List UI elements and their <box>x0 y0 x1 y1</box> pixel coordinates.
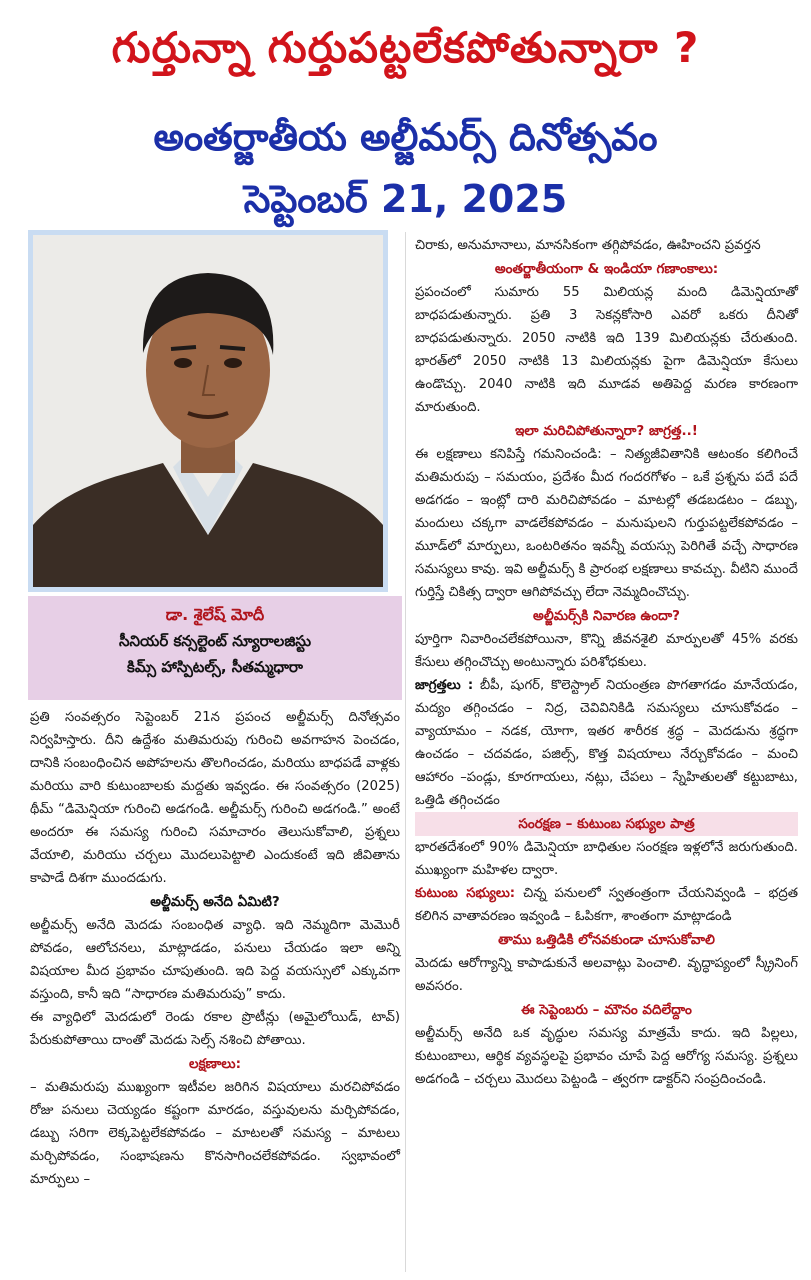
continued-paragraph: చిరాకు, అనుమానాలు, మానసికంగా తగ్గిపోవడం, ఊహించని ప్రవర్తన <box>415 238 761 253</box>
what-paragraph-1: అల్జీమర్స్ అనేది మెదడు సంబంధిత వ్యాధి. ఇది నెమ్మదిగా మెమొరీ పోవడం, ఆలోచనలు, మాట్లాడడం, పనులు చేయడం ఇలా అన్ని విషయాల మీద ప్రభావం చూపుతుంది. ఇది పెద్ద వయస్సులో ఎక్కువగా వస్తుంది, కానీ ఇది “సాధారణ మతిమరుపు” కాదు. <box>30 918 400 1002</box>
family-members-label: కుటుంబ సభ్యులు: <box>415 886 516 901</box>
precautions-paragraph <box>415 674 798 812</box>
intro-paragraph: ప్రతి సంవత్సరం సెప్టెంబర్ 21న ప్రపంచ అల్జీమర్స్ దినోత్సవం నిర్వహిస్తారు. దీని ఉద్దేశం మతిమరుపు గురించి అవగాహన పెంచడం, దానికి సంబంధించిన అపోహలను తొలగించడం, మరియు బాధపడే వాళ్లకు మరియు వారి కుటుంబాలకు మద్దతు ఇవ్వడం. ఈ సంవత్సరం (2025) థీమ్ “డిమెన్షియా గురించి అడగండి. అల్జీమర్స్ గురించి అడగండి.” అంటే అందరూ ఈ సమస్య గురించి సమాచారం తెలుసుకోవాలి, ప్రశ్నలు వేయాలి, మరియు చర్చలు మొదలుపెట్టాలి ఎందుకంటే ఇది జీవితాను కాపాడే దిశగా ముందడుగు. <box>30 710 400 886</box>
stress-paragraph: మెదడు ఆరోగ్యాన్ని కాపాడుకునే అలవాట్లు పెంచాలి. వృద్ధాప్యంలో స్క్రీనింగ్ అవసరం. <box>415 956 798 994</box>
subtitle-event: అంతర్జాతీయ అల్జీమర్స్ దినోత్సవం <box>153 115 658 159</box>
care-paragraph: ఈ లక్షణాలు కనిపిస్తే గమనించండి: – నిత్యజీవితానికి ఆటంకం కలిగించే మతిమరుపు – సమయం, ప్రదేశం మీద గందరగోళం – ఒకే ప్రశ్నను పదే పదే అడగడం – ఇంట్లో దారి మరిచిపోవడం – మాటల్లో తడబడటం – డబ్బు, మందులు చక్కగా వాడలేకపోవడం – మనుషులని గుర్తుపట్టలేకపోవడం – మూడ్‌లో మార్పులు, ఒంటరితనం ఇవన్నీ వయస్సు పెరిగితే వచ్చే సాధారణ సమస్యలు కావు. ఇవి అల్జీమర్స్ కి ప్రారంభ లక్షణాలు కావచ్చు. వీటిని ముందే గుర్తిస్తే చికిత్స ద్వారా ఆగిపోవచ్చు లేదా నెమ్మదించొచ్చు. <box>415 447 798 600</box>
what-heading: అల్జీమర్స్ అనేది ఏమిటి? <box>150 894 280 910</box>
left-column <box>30 706 400 1191</box>
stress-heading: తాము ఒత్తిడికి లోనవకుండా చూసుకోవాలి <box>498 932 715 948</box>
symptoms-paragraph: – మతిమరుపు ముఖ్యంగా ఇటీవల జరిగిన విషయాలు మరచిపోవడం రోజు పనులు చెయ్యడం కష్టంగా మారడం, వస్తువులను మర్చిపోవడం, డబ్బు సరిగా లెక్కపెట్టలేకపోవడం – మాటలతో సమస్య – మాటలు మర్చిపోవడం, సంభాషణను కొనసాగించలేకపోవడం. స్వభావంలో మార్పులు – <box>30 1080 400 1187</box>
family-role-heading: సంరక్షణ – కుటుంబ సభ్యుల పాత్ర <box>415 812 798 836</box>
stats-paragraph: ప్రపంచంలో సుమారు 55 మిలియన్ల మంది డిమెన్షియాతో బాధపడుతున్నారు. ప్రతి 3 సెకన్లకోసారి ఎవరో ఒకరు దీనితో బాధపడుతున్నారు. 2050 నాటికి ఇది 139 మిలియన్లకు చేరుతుంది. భారత్‌లో 2050 నాటికి 13 మిలియన్లకు పైగా డిమెన్షియా కేసులు ఉండొచ్చు. 2040 నాటికి ఇది మూడవ అతిపెద్ద మరణ కారణంగా మారుతుంది. <box>415 285 798 415</box>
what-paragraph-2: ఈ వ్యాధిలో మెదడులో రెండు రకాల ప్రొటీన్లు (అమైలోయిడ్, టావ్) పేరుకుపోతాయి దాంతో మెదడు సెల్స్ నశించి పోతాయి. <box>30 1010 400 1048</box>
right-column <box>415 234 798 1091</box>
family-members-paragraph <box>415 882 798 928</box>
doctor-photo-frame <box>28 230 388 592</box>
headline: గుర్తున్నా గుర్తుపట్టలేకపోతున్నారా ? <box>111 23 700 72</box>
doctor-name: డా. శైలేష్ మోదీ <box>165 605 265 624</box>
prevention-paragraph: పూర్తిగా నివారించలేకపోయినా, కొన్ని జీవనశైలి మార్పులతో 45% వరకు కేసులు తగ్గించొచ్చు అంటున్నారు పరిశోధకులు. <box>415 632 798 670</box>
doctor-info-box <box>28 596 402 700</box>
doctor-photo <box>33 235 383 587</box>
precautions-text: బీపీ, షుగర్, కొలెస్ట్రాల్ నియంత్రణ పొగతాగడం మానేయడం, మద్యం తగ్గించడం – నిద్ర, చెవివినికిడి సమస్యలు చూసుకోవడం – వ్యాయామం – నడక, యోగా, ఇతర శారీరక శ్రద్ధ – మెదడును శ్రద్ధగా ఉంచడం – చదవడం, పజిల్స్, కొత్త విషయాలు నేర్చుకోవడం – మంచి ఆహారం –పండ్లు, కూరగాయలు, నట్లు, చేపలు – స్నేహితులతో కట్టుబాటు, ఒత్తిడి తగ్గించడం <box>415 678 798 808</box>
precautions-label: జాగ్రత్తలు : <box>415 678 474 693</box>
care-heading: ఇలా మరిచిపోతున్నారా? జాగ్రత్త..! <box>515 423 698 439</box>
family-role-paragraph: భారతదేశంలో 90% డిమెన్షియా బాధితుల సంరక్షణ ఇళ్లలోనే జరుగుతుంది. ముఖ్యంగా మహిళల ద్వారా. <box>415 840 798 878</box>
family-members-text: చిన్న పనులలో స్వతంత్రంగా చేయనివ్వండి – భద్రత కలిగిన వాతావరణం ఇవ్వండి – ఓపికగా, శాంతంగా మాట్లాడండి <box>415 886 798 924</box>
doctor-hospital: కిమ్స్ హాస్పిటల్స్, సీతమ్మధారా <box>127 658 303 676</box>
september-heading: ఈ సెప్టెంబరు – మౌనం వదిలేద్దాం <box>521 1002 692 1018</box>
prevention-heading: అల్జీమర్స్‌కి నివారణ ఉందా? <box>533 608 680 624</box>
column-divider <box>405 232 406 1272</box>
september-paragraph: అల్జీమర్స్ అనేది ఒక వృద్ధుల సమస్య మాత్రమే కాదు. ఇది పిల్లలు, కుటుంబాలు, ఆర్థిక వ్యవస్థలపై ప్రభావం చూపే పెద్ద ఆరోగ్య సమస్య. ప్రశ్నలు అడగండి – చర్చలు మొదలు పెట్టండి – త్వరగా డాక్టర్‌ని సంప్రదించండి. <box>415 1026 798 1087</box>
subtitle-date: సెప్టెంబర్ 21, 2025 <box>243 177 568 221</box>
symptoms-heading: లక్షణాలు: <box>189 1056 241 1072</box>
stats-heading: అంతర్జాతీయంగా & ఇండియా గణాంకాలు: <box>494 261 719 277</box>
doctor-designation: సీనియర్ కన్సల్టెంట్ న్యూరాలజిస్టు <box>118 632 312 650</box>
doctor-portrait-icon <box>33 235 383 587</box>
